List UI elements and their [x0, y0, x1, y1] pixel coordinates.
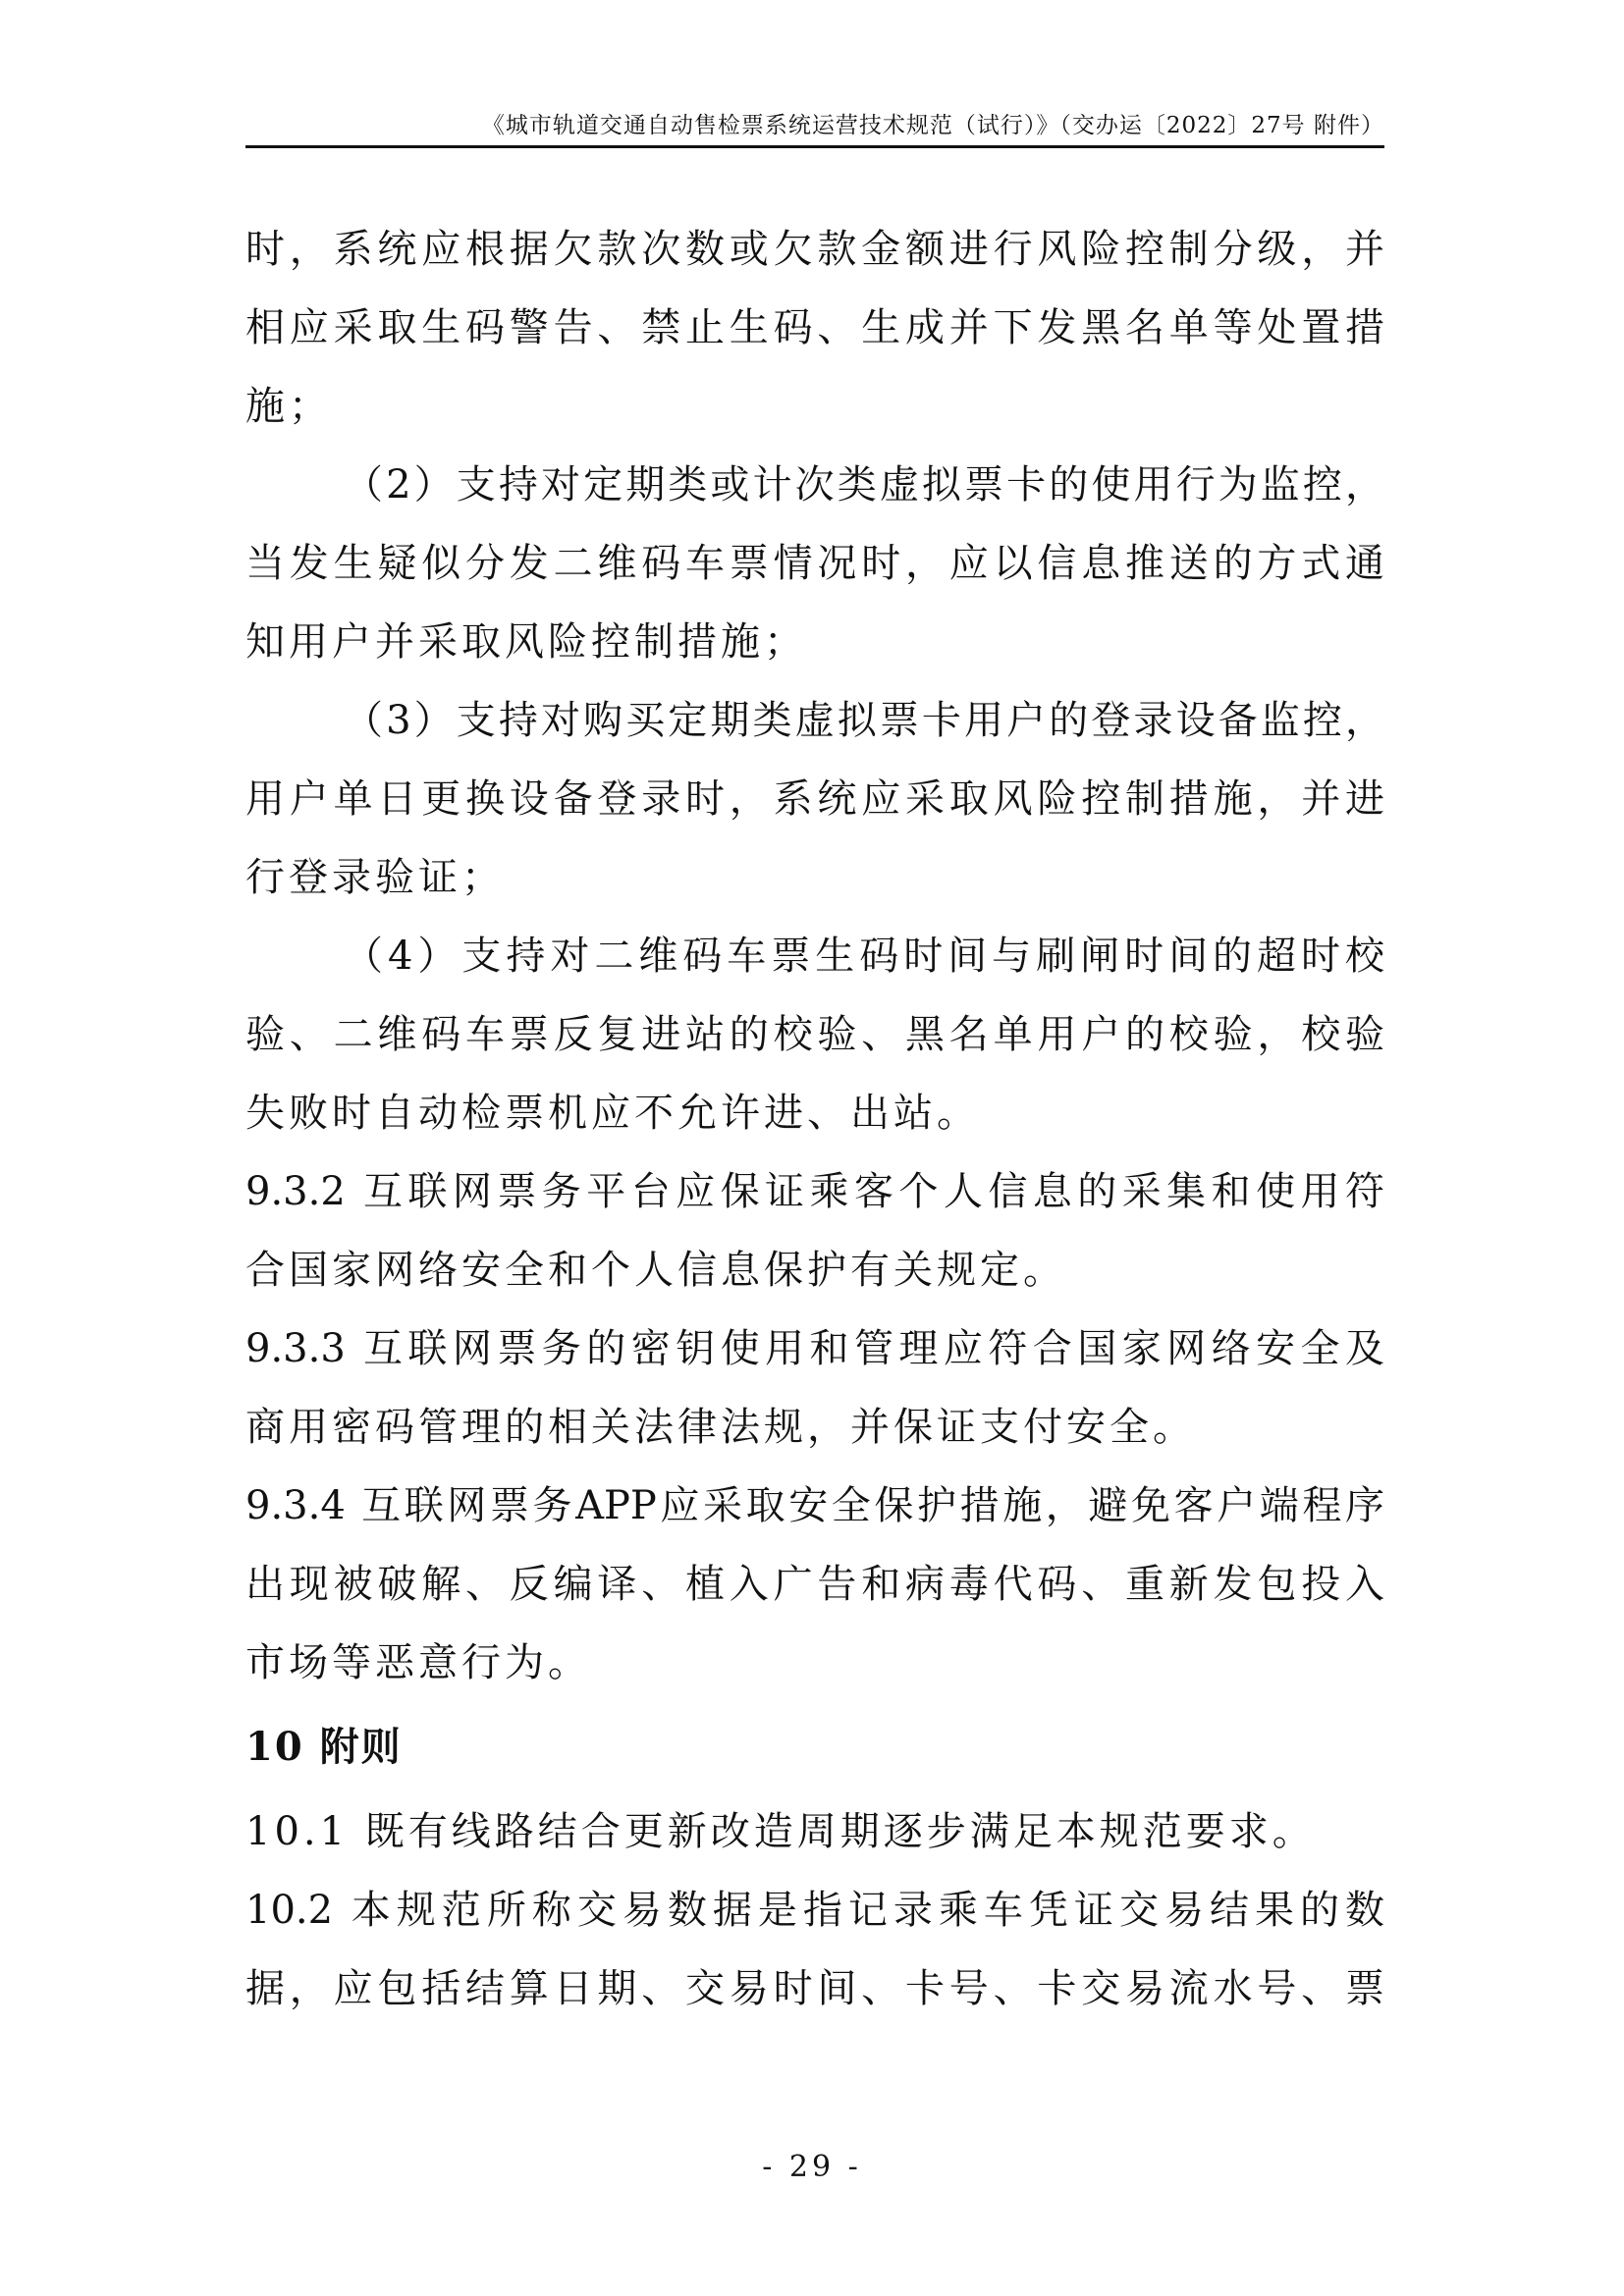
- body-line: 据，应包括结算日期、交易时间、卡号、卡交易流水号、票: [245, 1966, 1384, 2011]
- clause-10-2-line: 10.2 本规范所称交易数据是指记录乘车凭证交易结果的数: [245, 1888, 1384, 1933]
- section-heading-10: 10 附则: [245, 1724, 403, 1770]
- body-line: 施；: [245, 384, 332, 429]
- clause-9-3-2-line: 9.3.2 互联网票务平台应保证乘客个人信息的采集和使用符: [245, 1169, 1384, 1214]
- list-item-2-line: （2）支持对定期类或计次类虚拟票卡的使用行为监控，: [344, 462, 1384, 507]
- header-rule: [245, 145, 1384, 148]
- running-header: 《城市轨道交通自动售检票系统运营技术规范（试行）》（交办运〔2022〕27号 附件）: [481, 113, 1384, 138]
- body-line: 出现被破解、反编译、植入广告和病毒代码、重新发包投入: [245, 1562, 1384, 1607]
- list-item-3-line: （3）支持对购买定期类虚拟票卡用户的登录设备监控，: [344, 698, 1384, 743]
- page-number: - 29 -: [762, 2150, 862, 2184]
- list-item-4-line: （4）支持对二维码车票生码时间与刷闸时间的超时校: [344, 934, 1384, 979]
- body-line: 市场等恶意行为。: [245, 1640, 591, 1685]
- body-line: 知用户并采取风险控制措施；: [245, 619, 807, 665]
- body-line: 合国家网络安全和个人信息保护有关规定。: [245, 1248, 1066, 1293]
- clause-9-3-3-line: 9.3.3 互联网票务的密钥使用和管理应符合国家网络安全及: [245, 1326, 1384, 1371]
- body-line: 用户单日更换设备登录时，系统应采取风险控制措施，并进: [245, 776, 1384, 822]
- body-line: 当发生疑似分发二维码车票情况时，应以信息推送的方式通: [245, 541, 1384, 586]
- clause-10-1-line: 10.1 既有线路结合更新改造周期逐步满足本规范要求。: [245, 1809, 1316, 1854]
- body-line: 时，系统应根据欠款次数或欠款金额进行风险控制分级，并: [245, 227, 1384, 272]
- body-line: 失败时自动检票机应不允许进、出站。: [245, 1091, 980, 1136]
- clause-9-3-4-line: 9.3.4 互联网票务APP应采取安全保护措施，避免客户端程序: [245, 1483, 1384, 1528]
- body-line: 行登录验证；: [245, 855, 505, 900]
- body-line: 商用密码管理的相关法律法规，并保证支付安全。: [245, 1405, 1196, 1450]
- body-line: 相应采取生码警告、禁止生码、生成并下发黑名单等处置措: [245, 305, 1384, 350]
- body-line: 验、二维码车票反复进站的校验、黑名单用户的校验，校验: [245, 1012, 1384, 1057]
